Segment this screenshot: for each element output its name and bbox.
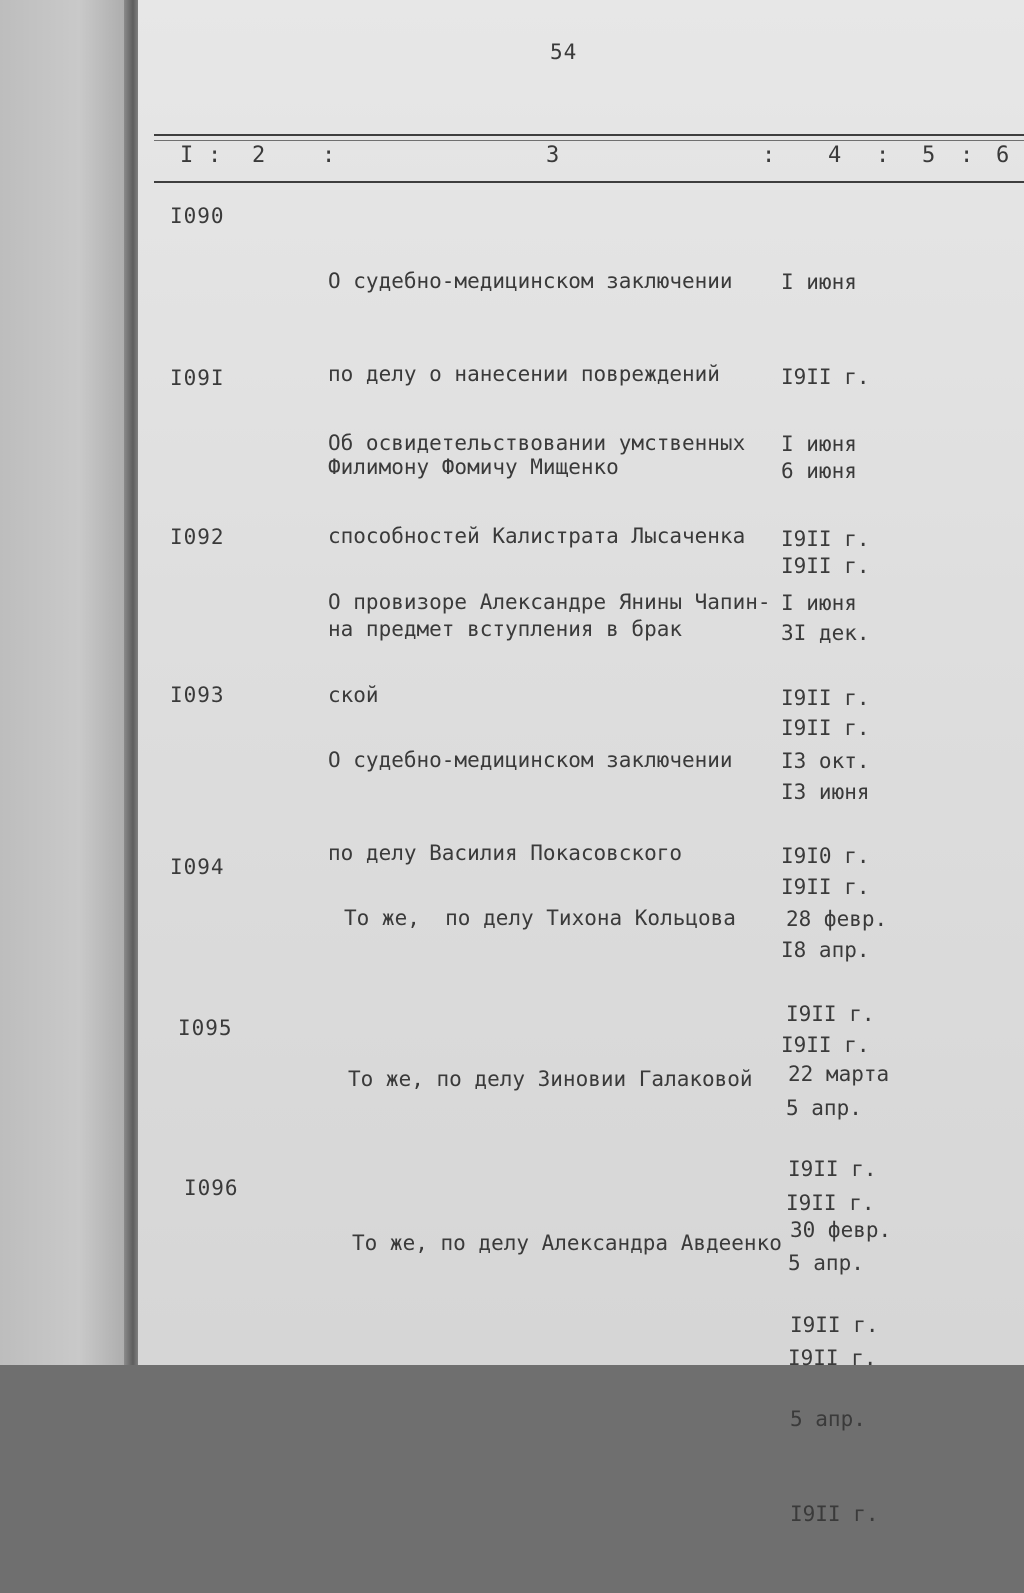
end-year: I9II г. (788, 1345, 877, 1370)
column-header-3: 3 (546, 143, 560, 168)
start-year: I9II г. (788, 1156, 877, 1181)
entry-number: I092 (170, 525, 225, 549)
end-date: I3 июня (781, 780, 870, 804)
description-line: Об освидетельствовании умственных (328, 431, 746, 455)
start-date: 30 февр. (790, 1218, 892, 1242)
entry-dates (790, 1152, 930, 1593)
start-year: I9II г. (790, 1312, 879, 1337)
description-line: по делу о нанесении повреждений (328, 362, 720, 386)
column-separator: : (876, 143, 890, 168)
column-separator: : (208, 143, 222, 168)
end-year: I9II г. (781, 1032, 870, 1057)
end-year: I9II г. (786, 1190, 875, 1215)
entry-number: I095 (178, 1016, 233, 1040)
start-date: I июня (781, 270, 857, 294)
header-rule-bottom (154, 181, 1024, 183)
header-rule-top-thin (154, 140, 1024, 141)
column-header-6: 6 (996, 143, 1010, 168)
facing-page-edge (0, 0, 132, 1365)
description-line: О судебно-медицинском заключении (328, 269, 733, 293)
column-separator: : (960, 143, 974, 168)
start-year: I9II г. (781, 364, 870, 389)
end-date: I8 апр. (781, 938, 870, 962)
column-header-1: I (180, 143, 194, 168)
description-line: способностей Калистрата Лысаченка (328, 524, 746, 548)
start-year: I9II г. (781, 526, 870, 551)
column-header-5: 5 (922, 143, 936, 168)
end-date: 5 апр. (786, 1096, 862, 1120)
description-line: То же, по делу Александра Авдеенко (352, 1231, 782, 1255)
end-year: I9II г. (790, 1501, 879, 1526)
start-date: I июня (781, 432, 857, 456)
description-line: То же, по делу Зиновии Галаковой (348, 1067, 753, 1091)
entry-number: I090 (170, 204, 225, 228)
end-year: I9II г. (781, 553, 870, 578)
end-date: 6 июня (781, 459, 857, 483)
entry-number: I093 (170, 683, 225, 707)
column-header-2: 2 (252, 143, 266, 168)
start-date: I3 окт. (781, 749, 870, 773)
header-rule-top (154, 134, 1024, 136)
start-year: I9II г. (781, 685, 870, 710)
column-header-4: 4 (828, 143, 842, 168)
end-date: 3I дек. (781, 621, 870, 645)
document-page (138, 0, 1024, 1526)
column-separator: : (762, 143, 776, 168)
start-date: 28 февр. (786, 907, 888, 931)
description-line: по делу Василия Покасовского (328, 841, 683, 865)
description-line: О судебно-медицинском заключении (328, 748, 733, 772)
column-separator: : (322, 143, 336, 168)
description-line: То же, по делу Тихона Кольцова (344, 906, 736, 930)
end-year: I9II г. (781, 715, 870, 740)
end-date: 5 апр. (790, 1407, 866, 1431)
end-date: 5 апр. (788, 1251, 864, 1275)
description-line: Филимону Фомичу Мищенко (328, 455, 619, 479)
entry-number: I094 (170, 855, 225, 879)
entry-description (352, 1166, 802, 1321)
description-line: на предмет вступления в брак (328, 617, 683, 641)
end-year: I9II г. (781, 874, 870, 899)
entry-description (344, 841, 794, 996)
start-date: 22 марта (788, 1062, 890, 1086)
entry-number: I096 (184, 1176, 239, 1200)
description-line: ской (328, 683, 379, 707)
page-number: 54 (550, 40, 578, 64)
entry-number: I09I (170, 366, 225, 390)
start-date: I июня (781, 591, 857, 615)
start-year: I9II г. (786, 1001, 875, 1026)
register-entry (138, 1152, 1024, 1526)
start-year: I9I0 г. (781, 843, 870, 868)
entry-description (348, 1002, 798, 1157)
description-line: О провизоре Александре Янины Чапин- (328, 590, 771, 614)
